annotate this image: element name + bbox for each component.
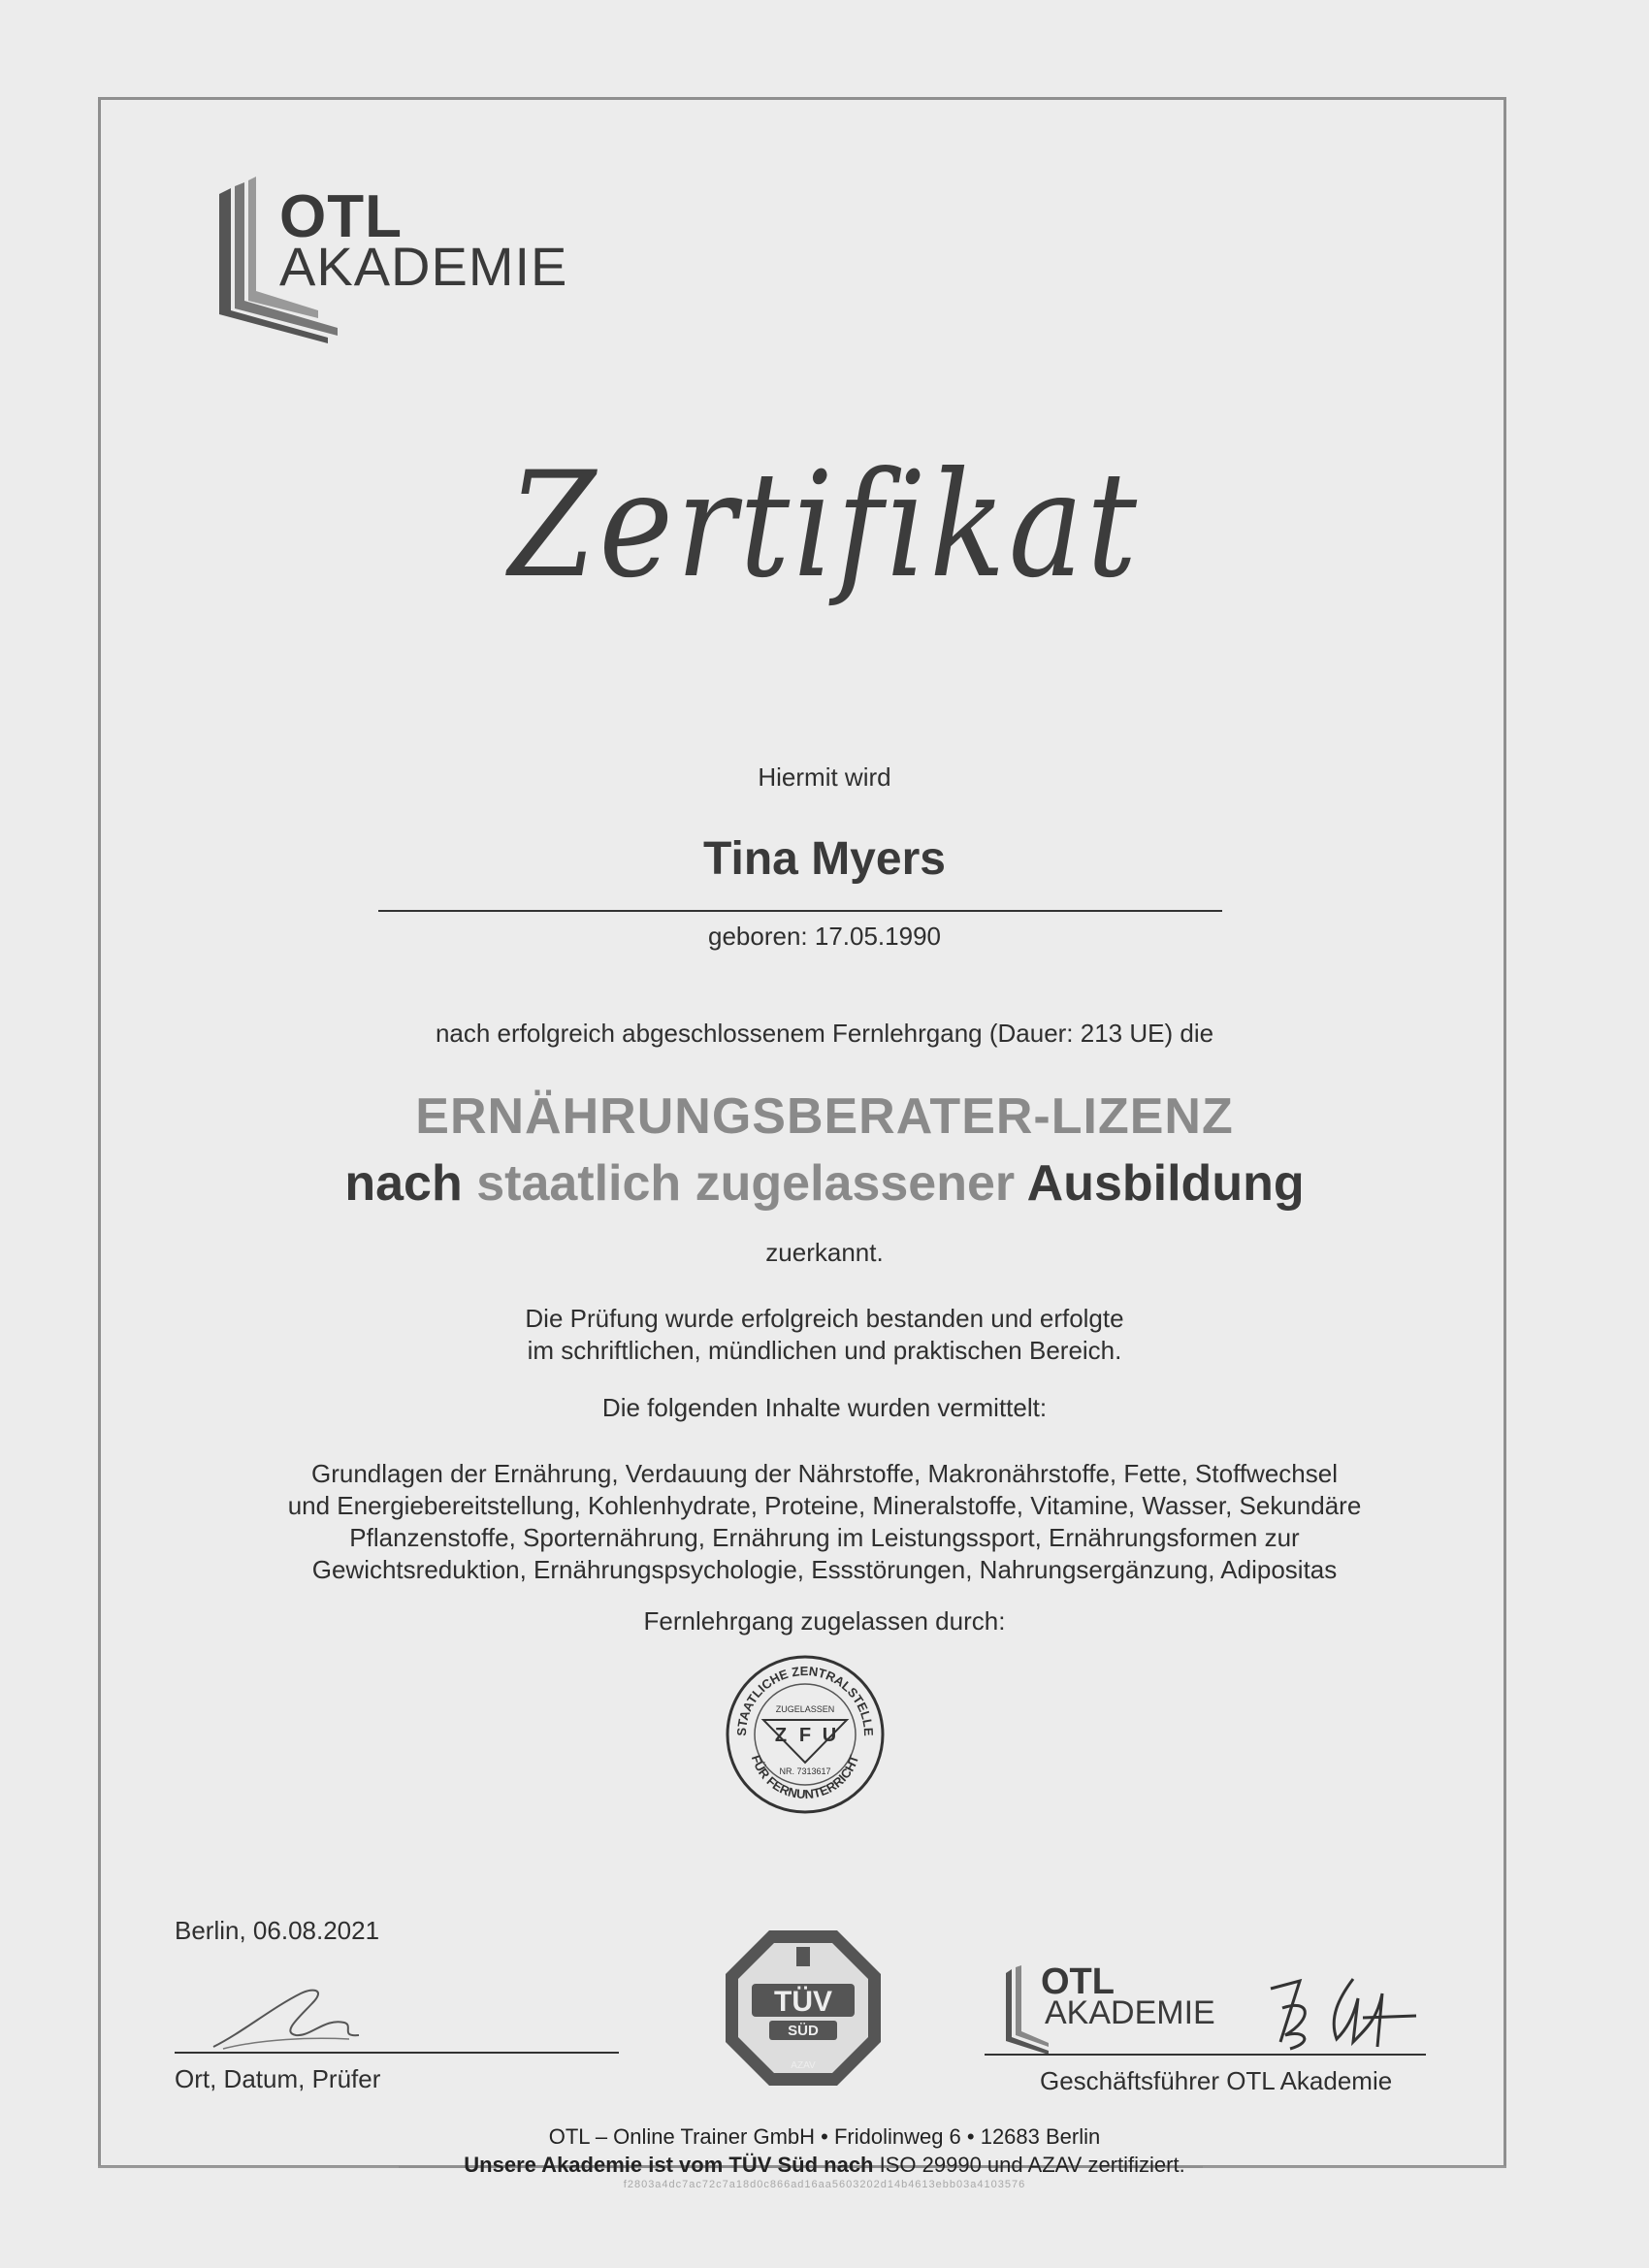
license-subtitle: [0, 1154, 1649, 1213]
zfu-letter-f: F: [798, 1725, 812, 1746]
right-caption: Geschäftsführer OTL Akademie: [1040, 2066, 1393, 2095]
zfu-ring-bottom: FÜR FERNUNTERRICHT: [748, 1753, 862, 1802]
intro-text: Hiermit wird: [758, 762, 891, 792]
recipient-name: Tina Myers: [703, 833, 946, 885]
license-sub-part1: nach: [344, 1155, 463, 1212]
logo-otl-text: OTL: [279, 183, 403, 250]
exam-paragraph: [0, 1303, 1649, 1367]
zfu-letter-z: Z: [774, 1725, 788, 1746]
contents-paragraph: [0, 1458, 1649, 1586]
zfu-ring-top: STAATLICHE ZENTRALSTELLE: [733, 1663, 877, 1736]
birth-date: geboren: 17.05.1990: [708, 922, 941, 951]
contents-line: Grundlagen der Ernährung, Verdauung der Nährstoffe, Makronährstoffe, Fette, Stoffwechsel: [311, 1459, 1338, 1488]
contents-line: und Energiebereitstellung, Kohlenhydrate, Proteine, Mineralstoffe, Vitamine, Wasser, Sekundäre: [287, 1491, 1362, 1520]
zfu-approved: ZUGELASSEN: [775, 1704, 835, 1714]
logo-small-akademie: AKADEMIE: [1045, 1994, 1215, 2031]
contents-heading: Die folgenden Inhalte wurden vermittelt:: [601, 1393, 1048, 1422]
license-sub-part2: staatlich zugelassener: [476, 1155, 1016, 1212]
tuv-sub: SÜD: [788, 2023, 819, 2039]
logo-small-otl: OTL: [1041, 1961, 1115, 2002]
right-signature-line: [985, 2054, 1426, 2056]
footer-cert-rest: ISO 29990 und AZAV zertifiziert.: [873, 2153, 1185, 2177]
awarded-text: zuerkannt.: [765, 1238, 884, 1267]
approved-by-text: Fernlehrgang zugelassen durch:: [643, 1606, 1006, 1636]
contents-line: Pflanzenstoffe, Sporternährung, Ernährung im Leistungssport, Ernährungsformen zur: [349, 1523, 1300, 1552]
exam-line-1: Die Prüfung wurde erfolgreich bestanden und erfolgte: [525, 1304, 1124, 1333]
tuv-sued-logo: [721, 1926, 886, 2090]
license-sub-part3: Ausbildung: [1026, 1155, 1305, 1212]
svg-text:FÜR FERNUNTERRICHT: [749, 1753, 861, 1801]
tuv-bottom: AZAV: [791, 2060, 816, 2071]
footer-cert-bold: Unsere Akademie ist vom TÜV Süd nach: [464, 2153, 874, 2177]
tuv-name: TÜV: [774, 1986, 832, 2018]
left-signature-line: [175, 2052, 619, 2054]
ceo-signature: [1261, 1960, 1426, 2057]
place-date: Berlin, 06.08.2021: [175, 1916, 380, 1945]
license-title: ERNÄHRUNGSBERATER-LIZENZ: [415, 1088, 1234, 1145]
document-hash: f2803a4dc7ac72c7a18d0c866ad16aa5603202d14b4613ebb03a4103576: [623, 2179, 1026, 2190]
name-underline: [378, 910, 1222, 912]
logo-akademie-text: AKADEMIE: [279, 236, 568, 297]
certificate-title: Zertifikat: [508, 441, 1141, 610]
otl-akademie-logo: [211, 165, 619, 344]
left-caption: Ort, Datum, Prüfer: [175, 2064, 381, 2093]
footer-company: OTL – Online Trainer GmbH • Fridolinweg 6 • 12683 Berlin: [548, 2124, 1101, 2149]
contents-line: Gewichtsreduktion, Ernährungspsychologie, Essstörungen, Nahrungsergänzung, Adipositas: [311, 1555, 1338, 1584]
footer-certification: [0, 2153, 1649, 2178]
zfu-seal: [725, 1654, 886, 1815]
course-line: nach erfolgreich abgeschlossenem Fernlehrgang (Dauer: 213 UE) die: [435, 1019, 1214, 1048]
zfu-letter-u: U: [822, 1725, 837, 1746]
zfu-number: NR. 7313617: [779, 1766, 831, 1776]
exam-line-2: im schriftlichen, mündlichen und praktischen Bereich.: [527, 1336, 1122, 1365]
otl-akademie-logo-small: [1002, 1960, 1264, 2057]
examiner-signature: [204, 1979, 369, 2057]
